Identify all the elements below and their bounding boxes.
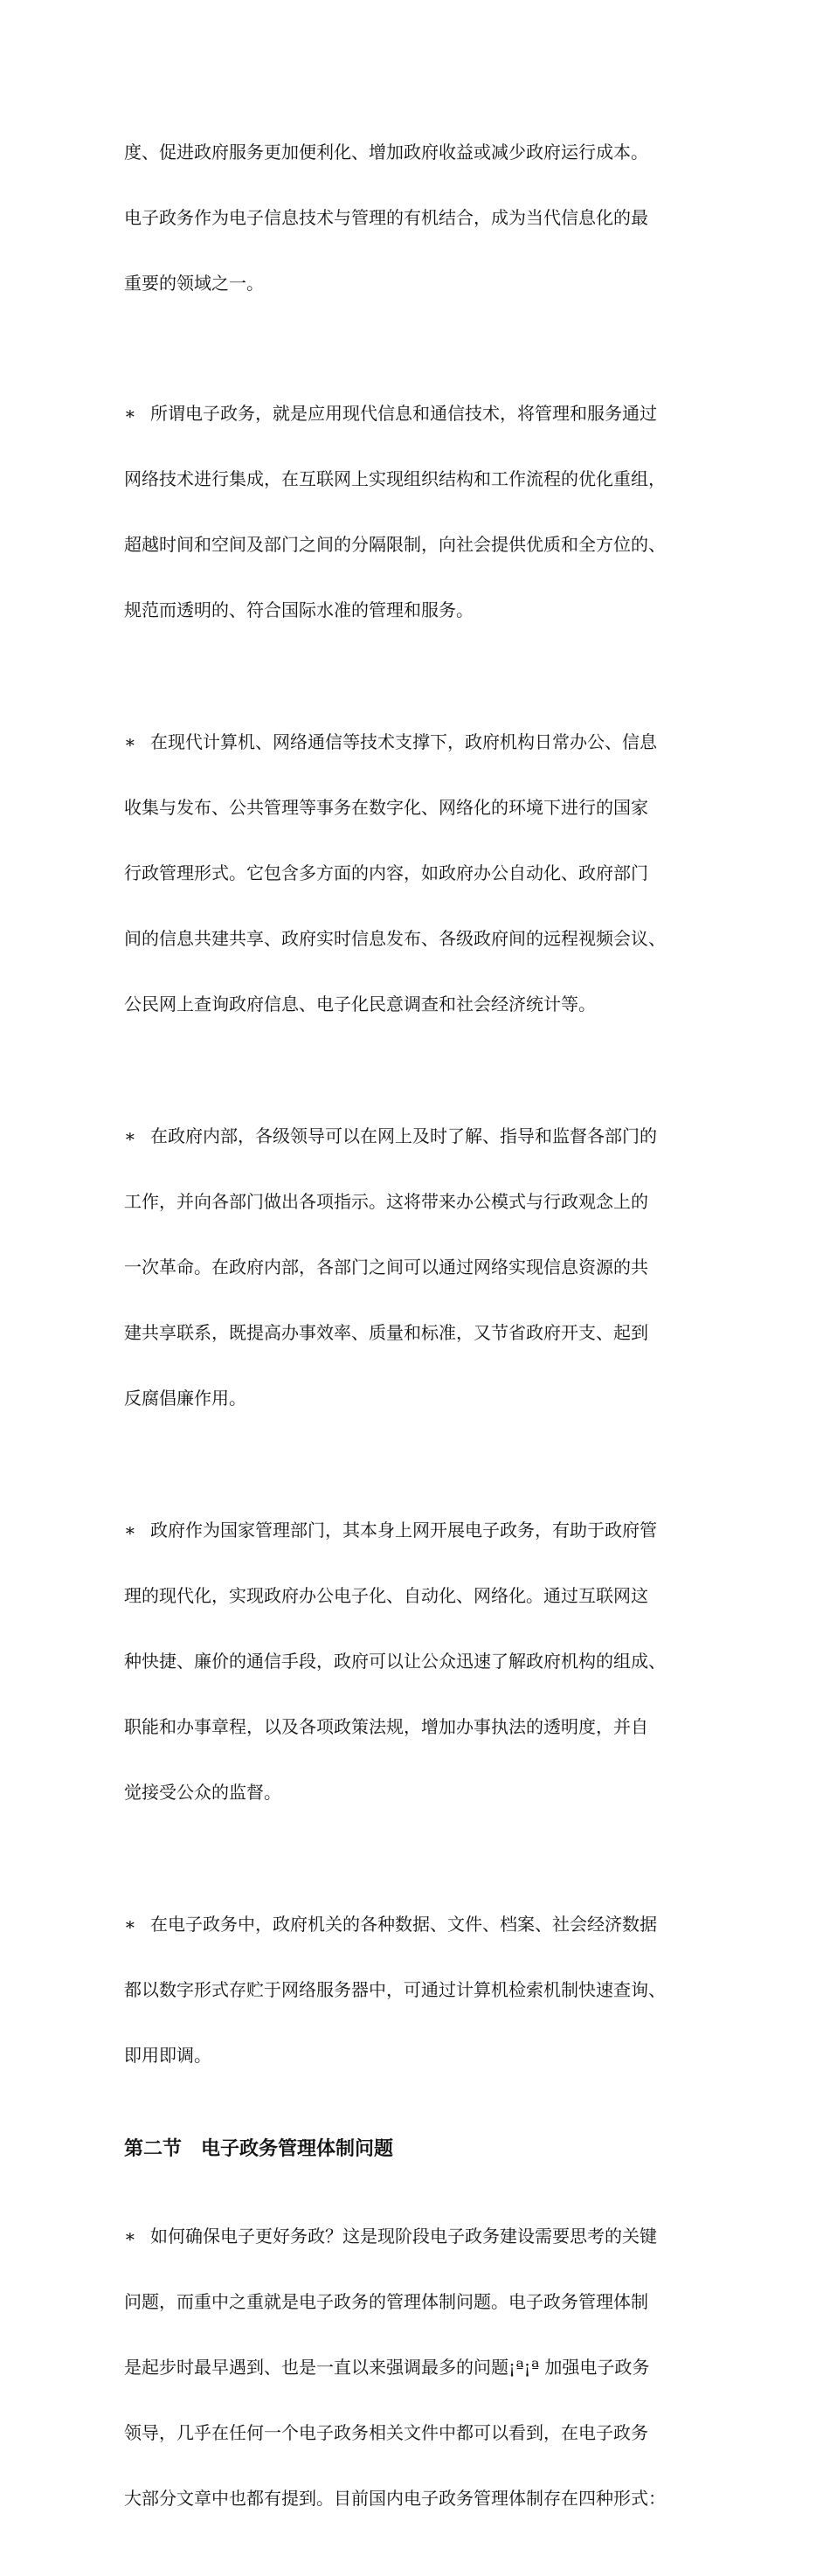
text-line-content: 政府作为国家管理部门，其本身上网开展电子政务，有助于政府管 — [150, 1520, 657, 1541]
text-line-content: 所谓电子政务，就是应用现代信息和通信技术，将管理和服务通过 — [150, 403, 657, 424]
text-line: 领导，几乎在任何一个电子政务相关文件中都可以看到，在电子政务 — [124, 2422, 648, 2443]
text-line — [124, 1914, 722, 1935]
paragraph-bullet — [124, 688, 722, 1059]
text-line — [124, 1520, 722, 1541]
text-line-content: 在现代计算机、网络通信等技术支撑下，政府机构日常办公、信息 — [150, 731, 657, 752]
text-line: 问题，而重中之重就是电子政务的管理体制问题。电子政务管理体制 — [124, 2291, 648, 2312]
paragraph-bullet — [124, 1082, 722, 1453]
text-line: 规范而透明的、符合国际水准的管理和服务。 — [124, 599, 474, 620]
bullet-asterisk-icon: ∗ — [124, 1520, 136, 1541]
text-line: 理的现代化，实现政府办公电子化、自动化、网络化。通过互联网这 — [124, 1585, 648, 1606]
text-line — [124, 1125, 722, 1147]
text-line: 是起步时最早遇到、也是一直以来强调最多的问题¡ª¡ª 加强电子政务 — [124, 2357, 650, 2378]
text-line: 公民网上查询政府信息、电子化民意调查和社会经济统计等。 — [124, 994, 596, 1014]
text-line: 度、促进政府服务更加便利化、增加政府收益或减少政府运行成本。 — [124, 142, 648, 163]
document-page — [124, 98, 722, 2576]
text-line: 工作，并向各部门做出各项指示。这将带来办公模式与行政观念上的 — [124, 1191, 648, 1212]
text-line: 一次革命。在政府内部，各部门之间可以通过网络实现信息资源的共 — [124, 1257, 648, 1278]
paragraph-bullet — [124, 1870, 722, 2110]
text-line: 都以数字形式存贮于网络服务器中，可通过计算机检索机制快速查询、 — [124, 1979, 666, 2000]
text-line — [124, 731, 722, 753]
paragraph-bullet — [124, 359, 722, 665]
text-line: 觉接受公众的监督。 — [124, 1782, 281, 1803]
text-line: 电子政务作为电子信息技术与管理的有机结合，成为当代信息化的最 — [124, 207, 648, 228]
text-line — [124, 2226, 722, 2247]
text-line: 即用即调。 — [124, 2045, 211, 2066]
text-line: 行政管理形式。它包含多方面的内容，如政府办公自动化、政府部门 — [124, 862, 648, 883]
text-line: 网络技术进行集成，在互联网上实现组织结构和工作流程的优化重组， — [124, 468, 666, 489]
text-line-content: 在电子政务中，政府机关的各种数据、文件、档案、社会经济数据 — [150, 1914, 657, 1935]
text-line-content: 在政府内部，各级领导可以在网上及时了解、指导和监督各部门的 — [150, 1125, 657, 1146]
text-line — [124, 403, 722, 425]
text-line: 建共享联系，既提高办事效率、质量和标准，又节省政府开支、起到 — [124, 1322, 648, 1343]
paragraph-bullet — [124, 1476, 722, 1847]
paragraph-bullet — [124, 2182, 722, 2553]
bullet-asterisk-icon: ∗ — [124, 403, 136, 424]
section-heading: 第二节 电子政务管理体制问题 — [124, 2138, 394, 2160]
text-line: 重要的领域之一。 — [124, 273, 264, 294]
text-line-content: 如何确保电子更好务政？这是现阶段电子政务建设需要思考的关键 — [150, 2226, 657, 2247]
text-line: 间的信息共建共享、政府实时信息发布、各级政府间的远程视频会议、 — [124, 928, 666, 949]
text-line: 职能和办事章程，以及各项政策法规，增加办事执法的透明度，并自 — [124, 1716, 648, 1737]
text-line: 超越时间和空间及部门之间的分隔限制，向社会提供优质和全方位的、 — [124, 534, 666, 555]
bullet-asterisk-icon: ∗ — [124, 1125, 136, 1146]
text-line: 种快捷、廉价的通信手段，政府可以让公众迅速了解政府机构的组成、 — [124, 1651, 666, 1672]
text-line: 反腐倡廉作用。 — [124, 1388, 246, 1409]
text-line: 收集与发布、公共管理等事务在数字化、网络化的环境下进行的国家 — [124, 797, 648, 818]
bullet-asterisk-icon: ∗ — [124, 2226, 136, 2247]
paragraph-intro — [124, 98, 722, 338]
bullet-asterisk-icon: ∗ — [124, 1914, 136, 1935]
bullet-asterisk-icon: ∗ — [124, 731, 136, 752]
text-line: 大部分文章中也都有提到。目前国内电子政务管理体制存在四种形式： — [124, 2488, 666, 2509]
